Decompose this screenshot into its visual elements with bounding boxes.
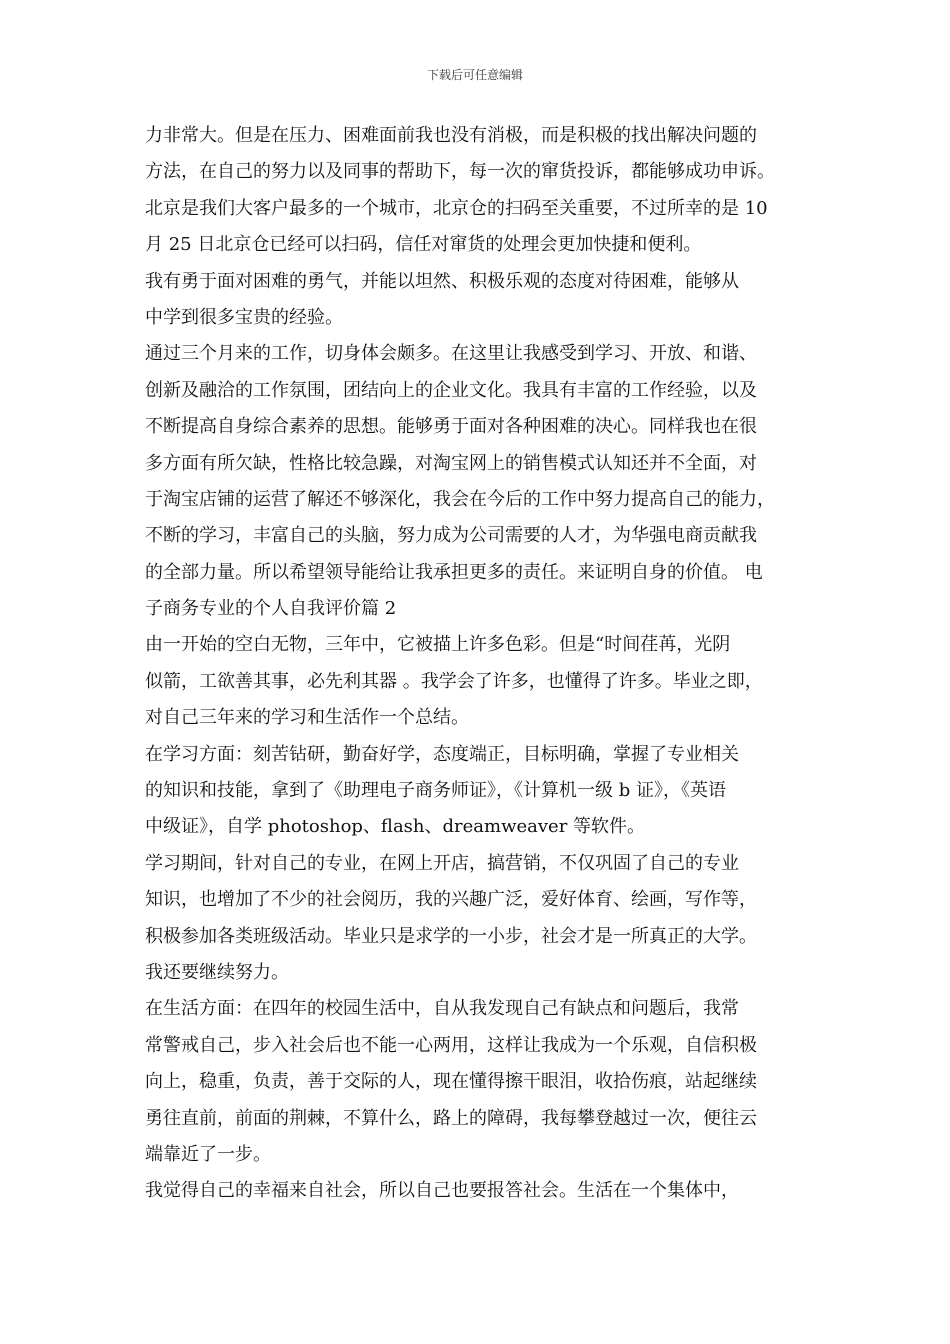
text-line: 力非常大。但是在压力、困难面前我也没有消极，而是积极的找出解决问题的: [145, 125, 757, 146]
text-line: 创新及融洽的工作氛围，团结向上的企业文化。我具有丰富的工作经验，以及: [145, 379, 757, 401]
text-line: 在生活方面：在四年的校园生活中，自从我发现自己有缺点和问题后，我常: [145, 998, 739, 1020]
text-line: 于淘宝店铺的运营了解还不够深化，我会在今后的工作中努力提高自己的能力，: [145, 488, 775, 510]
text-line: 方法，在自己的努力以及同事的帮助下，每一次的窜货投诉，都能够成功申诉。: [145, 161, 775, 183]
text-line: 子商务专业的个人自我评价篇 2: [145, 598, 397, 620]
text-line: 端靠近了一步。: [145, 1143, 271, 1165]
text-line: 不断提高自身综合素养的思想。能够勇于面对各种困难的决心。同样我也在很: [145, 416, 757, 438]
text-line: 常警戒自己，步入社会后也不能一心两用，这样让我成为一个乐观，自信积极: [145, 1034, 757, 1056]
text-line: 在学习方面：刻苦钻研，勤奋好学，态度端正，目标明确，掌握了专业相关: [145, 743, 739, 765]
text-line: 的知识和技能，拿到了《助理电子商务师证》，《计算机一级 b 证》，《英语: [145, 780, 726, 802]
text-line: 积极参加各类班级活动。毕业只是求学的一小步，社会才是一所真正的大学。: [145, 925, 757, 947]
text-line: 的全部力量。所以希望领导能给让我承担更多的责任。来证明自身的价值。 电: [145, 561, 763, 583]
text-line: 不断的学习，丰富自己的头脑，努力成为公司需要的人才，为华强电商贡献我: [145, 525, 757, 547]
text-line: 多方面有所欠缺，性格比较急躁，对淘宝网上的销售模式认知还并不全面，对: [145, 452, 757, 474]
text-line: 向上，稳重，负责，善于交际的人，现在懂得擦干眼泪，收拾伤痕，站起继续: [145, 1071, 757, 1093]
text-line: 我觉得自己的幸福来自社会，所以自己也要报答社会。生活在一个集体中，: [145, 1180, 739, 1202]
text-line: 似箭，工欲善其事，必先利其器 。我学会了许多，也懂得了许多。毕业之即，: [145, 670, 763, 692]
text-line: 由一开始的空白无物，三年中，它被描上许多色彩。但是“时间荏苒，光阴: [145, 634, 731, 656]
text-line: 通过三个月来的工作，切身体会颇多。在这里让我感受到学习、开放、和谐、: [145, 343, 757, 365]
document-body: [145, 118, 810, 1210]
text-line: 勇往直前，前面的荆棘，不算什么，路上的障碍，我每攀登越过一次，便往云: [145, 1107, 757, 1129]
text-line: 中级证》，自学 photoshop、flash、dreamweaver 等软件。: [145, 816, 646, 838]
text-line: 月 25 日北京仓已经可以扫码，信任对窜货的处理会更加快捷和便利。: [145, 234, 702, 256]
text-line: 北京是我们大客户最多的一个城市，北京仓的扫码至关重要，不过所幸的是 10: [145, 197, 768, 219]
text-line: 对自己三年来的学习和生活作一个总结。: [145, 707, 469, 729]
text-line: 学习期间，针对自己的专业，在网上开店，搞营销，不仅巩固了自己的专业: [145, 852, 739, 874]
text-line: 我还要继续努力。: [145, 961, 289, 983]
text-line: 知识，也增加了不少的社会阅历，我的兴趣广泛，爱好体育、绘画，写作等，: [145, 889, 757, 911]
text-line: 中学到很多宝贵的经验。: [145, 306, 343, 328]
page-header: 下载后可任意编辑: [426, 68, 523, 82]
text-line: 我有勇于面对困难的勇气，并能以坦然、积极乐观的态度对待困难，能够从: [145, 270, 739, 292]
